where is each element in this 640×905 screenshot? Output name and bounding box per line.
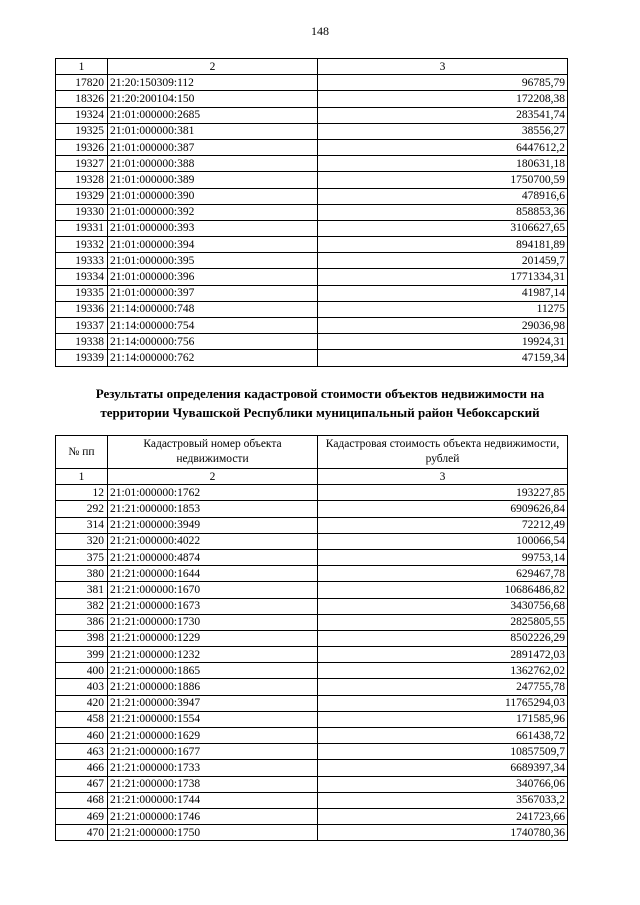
table-row [56,139,568,155]
cadastral-number: 21:21:000000:3947 [108,695,318,711]
cadastral-number: 21:21:000000:1232 [108,647,318,663]
cadastral-cost: 11765294,03 [318,695,568,711]
cadastral-cost: 858853,36 [318,204,568,220]
row-number: 380 [56,566,108,582]
cadastral-number: 21:01:000000:393 [108,220,318,236]
cadastral-cost: 96785,79 [318,75,568,91]
table-row [56,663,568,679]
row-number: 314 [56,517,108,533]
cadastral-cost: 3106627,65 [318,220,568,236]
cadastral-cost: 201459,7 [318,253,568,269]
cadastral-number: 21:21:000000:1730 [108,614,318,630]
header-cadastral-number: Кадастровый номер объекта недвижимости [108,436,318,469]
cadastral-number: 21:20:200104:150 [108,91,318,107]
cadastral-table-continued [55,58,568,367]
row-number: 466 [56,760,108,776]
row-number: 12 [56,485,108,501]
table-row [56,350,568,366]
row-number: 19334 [56,269,108,285]
table-row [56,744,568,760]
cadastral-cost: 38556,27 [318,123,568,139]
page-number: 148 [311,24,329,38]
row-number: 463 [56,744,108,760]
column-number: 2 [108,59,318,75]
table-row [56,614,568,630]
row-number: 19335 [56,285,108,301]
header-row-number: № пп [56,436,108,469]
cadastral-number: 21:21:000000:1738 [108,776,318,792]
table-row [56,792,568,808]
cadastral-number: 21:01:000000:1762 [108,485,318,501]
table-row [56,825,568,841]
table-row [56,776,568,792]
cadastral-cost: 6447612,2 [318,139,568,155]
row-number: 18326 [56,91,108,107]
cadastral-number: 21:21:000000:1629 [108,728,318,744]
column-number: 3 [318,469,568,485]
cadastral-cost: 661438,72 [318,728,568,744]
table-row [56,501,568,517]
cadastral-cost: 478916,6 [318,188,568,204]
table-row [56,695,568,711]
cadastral-number: 21:21:000000:1673 [108,598,318,614]
column-number-row [56,59,568,75]
table-row [56,107,568,123]
cadastral-number: 21:21:000000:1750 [108,825,318,841]
table-row [56,237,568,253]
section-title-line: Результаты определения кадастровой стоимости объектов недвижимости на [95,386,545,401]
row-number: 400 [56,663,108,679]
row-number: 468 [56,792,108,808]
table-row [56,566,568,582]
cadastral-number: 21:20:150309:112 [108,75,318,91]
cadastral-number: 21:01:000000:392 [108,204,318,220]
cadastral-cost: 29036,98 [318,318,568,334]
table-row [56,91,568,107]
cadastral-number: 21:21:000000:1886 [108,679,318,695]
header-cadastral-cost: Кадастровая стоимость объекта недвижимости, рублей [318,436,568,469]
column-number: 2 [108,469,318,485]
row-number: 19330 [56,204,108,220]
section-title [40,384,600,422]
cadastral-number: 21:01:000000:395 [108,253,318,269]
cadastral-number: 21:21:000000:1853 [108,501,318,517]
cadastral-number: 21:21:000000:4874 [108,549,318,565]
table-row [56,679,568,695]
cadastral-cost: 171585,96 [318,711,568,727]
table-row [56,75,568,91]
table-row [56,533,568,549]
cadastral-cost: 1771334,31 [318,269,568,285]
table-row [56,517,568,533]
row-number: 420 [56,695,108,711]
table-body [56,485,568,841]
cadastral-cost: 2825805,55 [318,614,568,630]
cadastral-number: 21:21:000000:1670 [108,582,318,598]
cadastral-number: 21:21:000000:1229 [108,630,318,646]
row-number: 469 [56,808,108,824]
cadastral-cost: 6689397,34 [318,760,568,776]
column-number: 1 [56,59,108,75]
cadastral-cost: 894181,89 [318,237,568,253]
cadastral-cost: 193227,85 [318,485,568,501]
row-number: 381 [56,582,108,598]
cadastral-number: 21:01:000000:381 [108,123,318,139]
cadastral-cost: 2891472,03 [318,647,568,663]
row-number: 19325 [56,123,108,139]
row-number: 398 [56,630,108,646]
cadastral-number: 21:01:000000:388 [108,156,318,172]
table-row [56,808,568,824]
cadastral-number: 21:01:000000:394 [108,237,318,253]
table-row [56,728,568,744]
cadastral-cost: 19924,31 [318,334,568,350]
cadastral-table-cheboksarsky [55,435,568,841]
cadastral-number: 21:21:000000:3949 [108,517,318,533]
table-row [56,253,568,269]
cadastral-number: 21:21:000000:1554 [108,711,318,727]
cadastral-number: 21:21:000000:1744 [108,792,318,808]
table-row [56,485,568,501]
cadastral-cost: 283541,74 [318,107,568,123]
row-number: 386 [56,614,108,630]
cadastral-cost: 41987,14 [318,285,568,301]
column-number-row [56,469,568,485]
row-number: 458 [56,711,108,727]
cadastral-cost: 6909626,84 [318,501,568,517]
row-number: 19329 [56,188,108,204]
table-row [56,630,568,646]
cadastral-cost: 1362762,02 [318,663,568,679]
header-row [56,436,568,469]
cadastral-number: 21:01:000000:397 [108,285,318,301]
row-number: 19332 [56,237,108,253]
table-row [56,549,568,565]
row-number: 19326 [56,139,108,155]
cadastral-cost: 1740780,36 [318,825,568,841]
cadastral-number: 21:21:000000:4022 [108,533,318,549]
row-number: 19337 [56,318,108,334]
cadastral-cost: 72212,49 [318,517,568,533]
cadastral-cost: 180631,18 [318,156,568,172]
cadastral-number: 21:21:000000:1677 [108,744,318,760]
table-row [56,156,568,172]
row-number: 19338 [56,334,108,350]
table-row [56,188,568,204]
row-number: 19324 [56,107,108,123]
cadastral-number: 21:01:000000:390 [108,188,318,204]
table-row [56,123,568,139]
table-row [56,301,568,317]
table-row [56,318,568,334]
cadastral-number: 21:21:000000:1733 [108,760,318,776]
cadastral-number: 21:14:000000:748 [108,301,318,317]
cadastral-cost: 10857509,7 [318,744,568,760]
cadastral-cost: 3567033,2 [318,792,568,808]
cadastral-cost: 3430756,68 [318,598,568,614]
cadastral-number: 21:14:000000:756 [108,334,318,350]
table-row [56,647,568,663]
table-row [56,598,568,614]
cadastral-cost: 1750700,59 [318,172,568,188]
table-row [56,220,568,236]
cadastral-cost: 629467,78 [318,566,568,582]
cadastral-number: 21:21:000000:1644 [108,566,318,582]
cadastral-cost: 340766,06 [318,776,568,792]
cadastral-number: 21:14:000000:762 [108,350,318,366]
table-row [56,269,568,285]
table-row [56,334,568,350]
cadastral-number: 21:14:000000:754 [108,318,318,334]
cadastral-cost: 47159,34 [318,350,568,366]
cadastral-number: 21:01:000000:2685 [108,107,318,123]
table-row [56,760,568,776]
row-number: 19327 [56,156,108,172]
row-number: 460 [56,728,108,744]
row-number: 19331 [56,220,108,236]
table-row [56,711,568,727]
row-number: 19328 [56,172,108,188]
row-number: 470 [56,825,108,841]
table-row [56,204,568,220]
cadastral-cost: 172208,38 [318,91,568,107]
cadastral-number: 21:01:000000:389 [108,172,318,188]
cadastral-number: 21:21:000000:1865 [108,663,318,679]
cadastral-number: 21:01:000000:387 [108,139,318,155]
table-body [56,75,568,366]
row-number: 19333 [56,253,108,269]
row-number: 375 [56,549,108,565]
row-number: 320 [56,533,108,549]
table-row [56,172,568,188]
row-number: 19336 [56,301,108,317]
cadastral-number: 21:21:000000:1746 [108,808,318,824]
cadastral-cost: 241723,66 [318,808,568,824]
cadastral-cost: 8502226,29 [318,630,568,646]
row-number: 403 [56,679,108,695]
row-number: 17820 [56,75,108,91]
row-number: 467 [56,776,108,792]
row-number: 292 [56,501,108,517]
row-number: 19339 [56,350,108,366]
column-number: 3 [318,59,568,75]
cadastral-cost: 10686486,82 [318,582,568,598]
cadastral-cost: 247755,78 [318,679,568,695]
cadastral-number: 21:01:000000:396 [108,269,318,285]
cadastral-cost: 11275 [318,301,568,317]
section-title-line: территории Чувашской Республики муниципальный район Чебоксарский [100,405,540,420]
cadastral-cost: 99753,14 [318,549,568,565]
table-row [56,285,568,301]
column-number: 1 [56,469,108,485]
row-number: 382 [56,598,108,614]
row-number: 399 [56,647,108,663]
cadastral-cost: 100066,54 [318,533,568,549]
table-row [56,582,568,598]
